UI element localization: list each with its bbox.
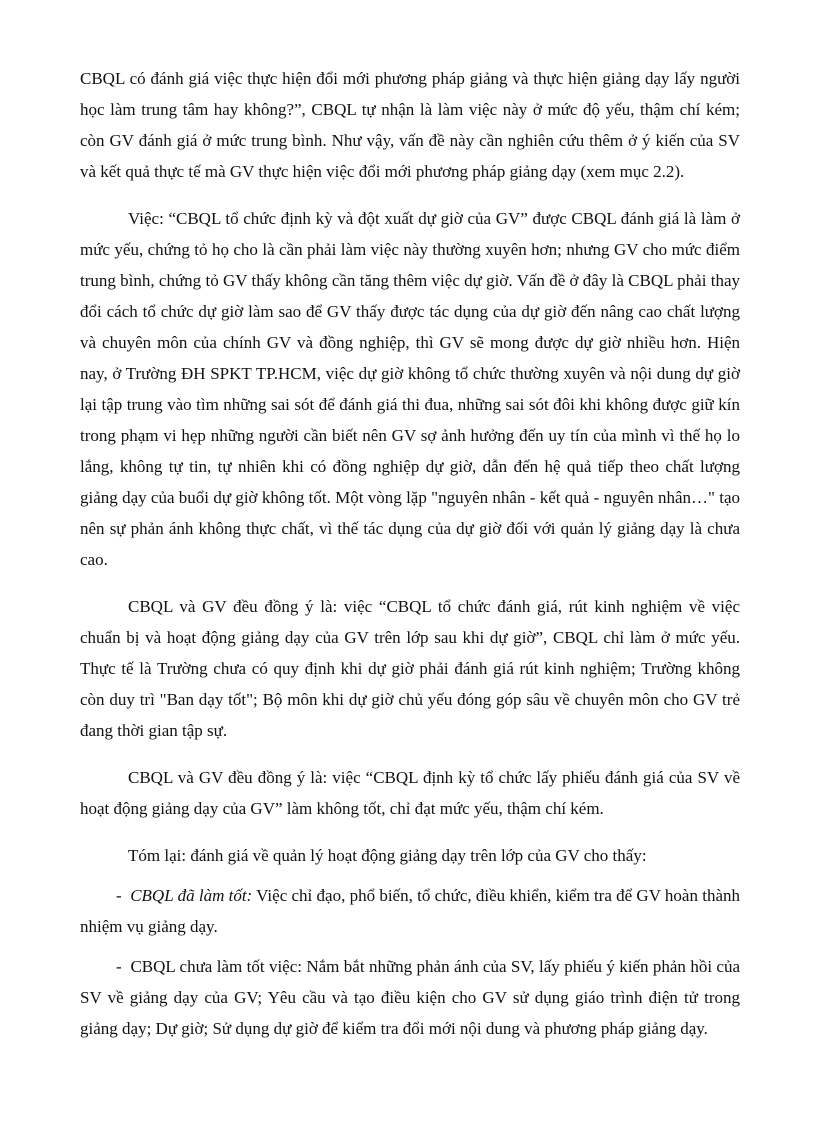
bullet-text: Việc chỉ đạo, phổ biến, tổ chức, điều khiển, kiểm tra để GV hoàn thành nhiệm vụ giảng dạy. xyxy=(80,886,741,936)
bullet-item-1 xyxy=(80,880,740,942)
bullet-lead: CBQL đã làm tốt: xyxy=(130,886,253,905)
paragraph-5: Tóm lại: đánh giá về quản lý hoạt động giảng dạy trên lớp của GV cho thấy: xyxy=(128,846,647,865)
document-page xyxy=(80,63,740,1044)
bullet-marker: - xyxy=(116,957,122,976)
bullet-text: CBQL chưa làm tốt việc: Nắm bắt những phản ánh của SV, lấy phiếu ý kiến phản hồi của SV về giảng dạy của GV; Yêu cầu và tạo điều kiện cho GV sử dụng giáo trình điện tử trong giảng dạy; Dự giờ; Sử dụng dự giờ để kiểm tra đổi mới nội dung và phương pháp giảng dạy. xyxy=(80,957,741,1038)
bullet-marker: - xyxy=(116,886,122,905)
paragraph-4: CBQL và GV đều đồng ý là: việc “CBQL định kỳ tổ chức lấy phiếu đánh giá của SV về hoạt động giảng dạy của GV” làm không tốt, chỉ đạt mức yếu, thậm chí kém. xyxy=(80,768,740,818)
bullet-item-2 xyxy=(80,951,740,1044)
paragraph-3: CBQL và GV đều đồng ý là: việc “CBQL tổ chức đánh giá, rút kinh nghiệm về việc chuẩn bị và hoạt động giảng dạy của GV trên lớp sau khi dự giờ”, CBQL chỉ làm ở mức yếu. Thực tế là Trường chưa có quy định khi dự giờ phải đánh giá rút kinh nghiệm; Trường không còn duy trì "Ban dạy tốt"; Bộ môn khi dự giờ chủ yếu đóng góp sâu về chuyên môn cho GV trẻ đang thời gian tập sự. xyxy=(80,597,740,740)
paragraph-2: Việc: “CBQL tổ chức định kỳ và đột xuất dự giờ của GV” được CBQL đánh giá là làm ở mức yếu, chứng tỏ họ cho là cần phải làm việc này thường xuyên hơn; nhưng GV cho mức điểm trung bình, chứng tỏ GV thấy không cần tăng thêm việc dự giờ. Vấn đề ở đây là CBQL phải thay đổi cách tổ chức dự giờ làm sao để GV thấy được tác dụng của dự giờ đến nâng cao chất lượng và chuyên môn của chính GV và đồng nghiệp, thì GV sẽ mong được dự giờ nhiều hơn. Hiện nay, ở Trường ĐH SPKT TP.HCM, việc dự giờ không tổ chức thường xuyên và nội dung dự giờ lại tập trung vào tìm những sai sót để đánh giá thi đua, những sai sót đôi khi không được giữ kín trong phạm vi hẹp những người cần biết nên GV sợ ảnh hưởng đến uy tín của mình vì thế họ lo lắng, không tự tin, tự nhiên khi có đồng nghiệp dự giờ, dẫn đến hệ quả tiếp theo chất lượng giảng dạy của buổi dự giờ không tốt. Một vòng lặp "nguyên nhân - kết quả - nguyên nhân…" tạo nên sự phản ánh không thực chất, vì thế tác dụng của dự giờ đối với quản lý giảng dạy là chưa cao. xyxy=(80,209,740,569)
paragraph-1: CBQL có đánh giá việc thực hiện đổi mới phương pháp giảng và thực hiện giảng dạy lấy người học làm trung tâm hay không?”, CBQL tự nhận là làm việc này ở mức độ yếu, thậm chí kém; còn GV đánh giá ở mức trung bình. Như vậy, vấn đề này cần nghiên cứu thêm ở ý kiến của SV và kết quả thực tế mà GV thực hiện việc đổi mới phương pháp giảng dạy (xem mục 2.2). xyxy=(80,69,740,181)
